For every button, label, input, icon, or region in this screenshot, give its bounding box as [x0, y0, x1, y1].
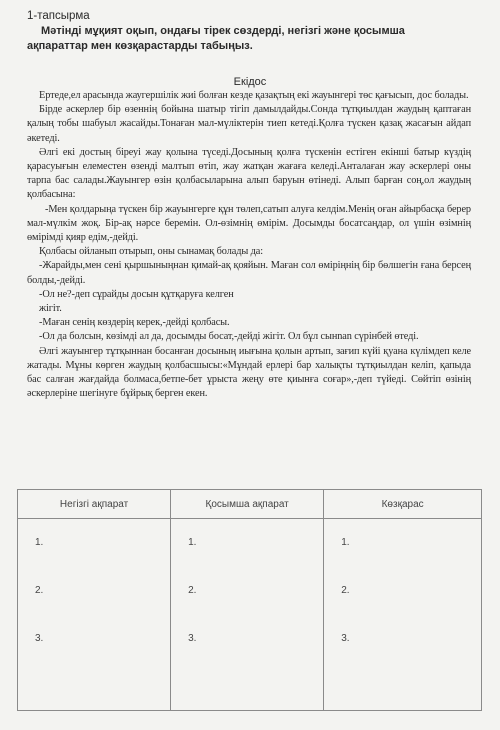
story-paragraph: Әлгі жауынгер тұтқыннан босанған досының иығына қолын артып, зағип күйі қуана күлімдеп келе жатады. Мұны көрген жаудың қолбасшысы:«Мұндай ерлері бар халықты тұтқиылдан келіп, қапыда бас салған жағдайда болмаса,бетпе-бет ұрыста жеңу өте қиынға соғар»,-деп түйеді. Сөйтіп өзінің әскерлеріне шегінуге бұйрық берген екен. — [27, 345, 471, 400]
list-item: 1. — [341, 537, 350, 548]
story-paragraph: Ертеде,ел арасында жаугершілік жиі болған кезде қазақтың екі жауынгері төс қағысып, дос болады. — [39, 90, 469, 101]
task-instruction: Мәтінді мұқият оқып, ондағы тірек сөздерді, негізгі және қосымша ақпараттар мен көзқарастарды табыңыз. — [27, 25, 405, 52]
column-header-additional-info: Қосымша ақпарат — [171, 490, 324, 519]
column-header-main-info: Негізгі ақпарат — [18, 490, 171, 519]
story-paragraph: -Маған сенің көздерің керек,-дейді қолбасы. — [39, 317, 230, 329]
story-paragraph: жігіт. — [39, 303, 62, 315]
story-paragraph: Әлгі екі достың біреуі жау қолына түседі.Досының қолға түскенін естіген екінші батыр күздің қарасуығын елеместен өзенді малтып өтіп, жау жатқан жағаға келеді.Анталаған жау әскерлері оны тарпа бас салады.Жауынгер өзін қолбасыларына алып баруын өтінеді. Алып барған соң,ол жаудың қолбасына: — [27, 146, 471, 201]
additional-info-cell[interactable] — [171, 519, 324, 711]
list-item: 2. — [341, 585, 350, 596]
list-item: 3. — [35, 633, 44, 644]
story-paragraph: Қолбасы ойланып отырып, оны сынамақ болады да: — [39, 246, 264, 258]
story-title: Екідос — [233, 76, 267, 88]
story-paragraph: -Ол не?-деп сұрайды досын құтқаруға келген — [39, 288, 234, 300]
table-header-row — [18, 490, 482, 519]
story-paragraph: -Ол да болсын, көзімді ал да, досымды босат,-дейді жігіт. Ол бұл сынnan сүрінбей өтеді. — [39, 331, 419, 343]
story-paragraph: Бірде әскерлер бір өзеннің бойына шатыр тігіп дамылдайды.Сонда тұтқиылдан жаудың қаптаған қалың тобы шабуыл жасайды.Тонаған мал-мүліктерін тиеп кетеді.Қолға түскен қазақ жасағын айдап әкетеді. — [27, 104, 471, 144]
list-item: 3. — [188, 633, 197, 644]
main-info-cell[interactable] — [18, 519, 171, 711]
story-text — [27, 89, 471, 401]
table-row — [18, 519, 482, 711]
list-item: 1. — [35, 537, 44, 548]
viewpoint-cell[interactable] — [324, 519, 482, 711]
column-header-viewpoint: Көзқарас — [324, 490, 482, 519]
information-table — [17, 489, 482, 711]
list-item: 2. — [35, 585, 44, 596]
list-item: 3. — [341, 633, 350, 644]
story-paragraph: -Жарайды,мен сені қыршыныңнан қимай-ақ қояйын. Маған сол өміріңнің бір бөлшегін ғана берсең болды,-дейді. — [27, 260, 471, 286]
task-number: 1-тапсырма — [27, 10, 90, 22]
list-item: 1. — [188, 537, 197, 548]
list-item: 2. — [188, 585, 197, 596]
story-paragraph: -Мен қолдарыңа түскен бір жауынгерге құн төлеп,сатып алуға келдім.Менің оған айырбасқа берер мал-мүлкім жоқ. Бір-ақ нәрсе беремін. Ол-өзімнің өмірім. Досымды босатсаңдар, ол үшін өзімнің өмірімді қияр едім,-дейді. — [27, 203, 471, 244]
